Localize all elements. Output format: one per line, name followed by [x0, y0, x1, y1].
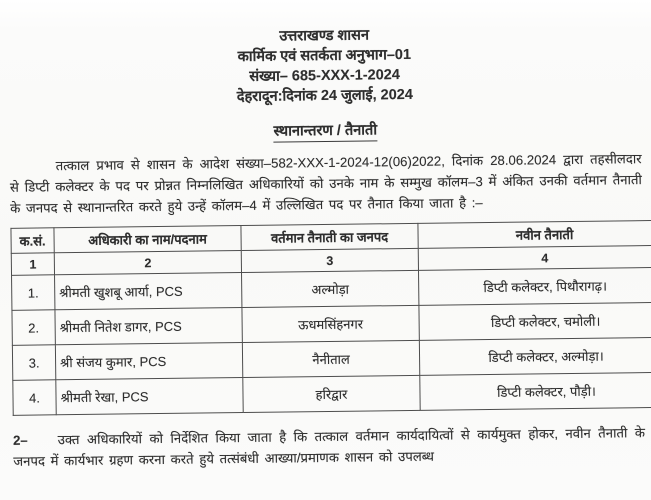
- cell-new-posting: डिप्टी कलेक्टर, अल्मोड़ा।: [419, 337, 651, 375]
- cell-current-district: हरिद्वार: [243, 375, 420, 412]
- cell-serial: 3.: [12, 345, 55, 381]
- department-name: कार्मिक एवं सतर्कता अनुभाग–01: [237, 46, 412, 66]
- column-number-3: 3: [241, 248, 418, 272]
- paragraph-number: 2–: [12, 432, 28, 448]
- place-and-date: देहरादून:दिनांक 24 जुलाई, 2024: [236, 86, 413, 106]
- cell-serial: 1.: [12, 275, 55, 311]
- header-serial: क.सं.: [11, 228, 54, 254]
- cell-officer-name: श्री संजय कुमार, PCS: [55, 343, 242, 380]
- cell-serial: 4.: [13, 380, 56, 416]
- cell-new-posting: डिप्टी कलेक्टर, पिथौरागढ़।: [418, 267, 651, 305]
- cell-current-district: ऊधमसिंहनगर: [242, 305, 419, 342]
- government-name: उत्तराखण्ड शासन: [279, 27, 370, 45]
- column-number-1: 1: [11, 253, 54, 276]
- header-officer-name: अधिकारी का नाम/पदनाम: [54, 226, 241, 253]
- cell-serial: 2.: [12, 310, 55, 346]
- order-number: संख्या– 685-XXX-1-2024: [249, 67, 400, 85]
- subject-text: स्थानान्तरण / तैनाती: [273, 119, 377, 142]
- column-number-2: 2: [54, 251, 241, 275]
- subject-heading: [27, 116, 623, 145]
- cell-officer-name: श्रीमती खुशबू आर्या, PCS: [55, 273, 242, 310]
- letterhead: [26, 22, 623, 109]
- order-paragraph: तत्काल प्रभाव से शासन के आदेश संख्या–582-XXX-1-2024-12(06)2022, दिनांक 28.06.2024 द्वारा तहसीलदार से डिप्टी कलेक्टर के पद पर प्रोन्नत निम्नलिखित अधिकारियों को उनके नाम के सम्मुख कॉलम–3 में अंकित उनकी वर्तमान तैनाती के जनपद से स्थानान्तरित करते हुये उन्हें कॉलम–4 में उल्लिखित पद पर तैनात किया जाता है :–: [9, 151, 642, 216]
- header-new-posting: नवीन तैनाती: [418, 220, 651, 248]
- document-content: [8, 22, 645, 472]
- cell-current-district: नैनीताल: [242, 340, 419, 377]
- cell-current-district: अल्मोड़ा: [242, 270, 419, 307]
- directive-text: उक्त अधिकारियों को निर्देशित किया जाता है कि तत्काल वर्तमान कार्यदायित्वों से कार्यमुक्त होकर, नवीन तैनाती के जनपद में कार्यभार ग्रहण करना करते हुये तत्संबंधी आख्या/प्रमाणक शासन को उपलब्ध: [13, 425, 646, 469]
- directive-paragraph: [13, 422, 645, 472]
- cell-new-posting: डिप्टी कलेक्टर, पौड़ी।: [420, 372, 651, 410]
- header-current-district: वर्तमान तैनाती का जनपद: [241, 223, 418, 250]
- cell-officer-name: श्रीमती रेखा, PCS: [56, 378, 243, 415]
- cell-officer-name: श्रीमती नितेश डागर, PCS: [55, 308, 242, 345]
- table-row: [13, 372, 651, 415]
- cell-new-posting: डिप्टी कलेक्टर, चमोली।: [419, 302, 651, 340]
- transfer-table: [10, 220, 651, 416]
- column-number-4: 4: [418, 245, 651, 270]
